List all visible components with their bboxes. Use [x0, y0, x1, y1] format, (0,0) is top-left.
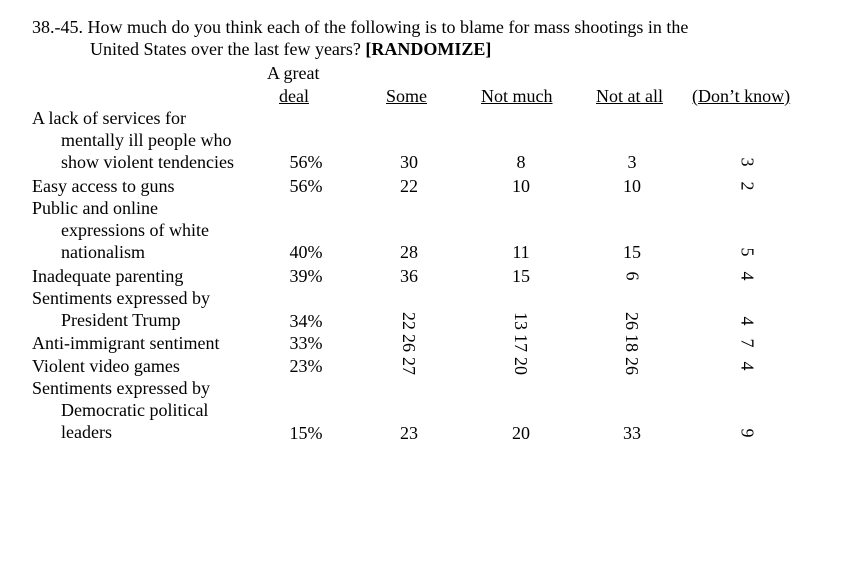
- question-text: [32, 16, 688, 60]
- header-great-deal-top: A great: [267, 63, 320, 83]
- table-cell: 27: [399, 357, 419, 375]
- table-cell: 23%: [289, 356, 323, 376]
- table-cell: 34%: [289, 311, 323, 331]
- table-cell: 2: [737, 181, 757, 191]
- row-label: Easy access to guns: [32, 176, 175, 196]
- table-cell: 17: [511, 334, 531, 352]
- table-cell: 28: [400, 242, 418, 262]
- question-line-1: 38.-45. How much do you think each of the following is to blame for mass shootings in the: [32, 17, 689, 37]
- header-some: Some: [386, 86, 428, 106]
- table-cell: 5: [737, 247, 757, 257]
- table-cell: 22: [400, 176, 418, 196]
- row-label: Sentiments expressed by President Trump: [32, 288, 210, 330]
- table-cell: 10: [623, 176, 641, 196]
- row-label: Violent video games: [32, 356, 180, 376]
- header-not-much: Not much: [481, 86, 553, 106]
- table-cell: 15%: [289, 423, 323, 443]
- table-cell: 36: [400, 266, 418, 286]
- table-cell: 18: [622, 334, 642, 352]
- table-cell: 4: [737, 271, 757, 281]
- row-label: Inadequate parenting: [32, 266, 184, 286]
- header-great-deal: deal: [279, 86, 309, 106]
- table-cell: 40%: [289, 242, 323, 262]
- row-label: Anti-immigrant sentiment: [32, 333, 220, 353]
- table-cell: 20: [512, 423, 530, 443]
- header-dont-know: (Don’t know): [692, 86, 791, 106]
- table-cell: 30: [400, 152, 418, 172]
- table-cell: 9: [737, 428, 757, 438]
- table-cell: 26: [622, 312, 642, 330]
- table-cell: 8: [516, 152, 526, 172]
- table-cell: 4: [737, 361, 757, 371]
- table-cell: 15: [623, 242, 641, 262]
- table-cell: 22: [399, 312, 419, 330]
- table-cell: 3: [737, 157, 757, 167]
- table-cell: 26: [399, 334, 419, 352]
- header-not-at-all: Not at all: [596, 86, 663, 106]
- table-cell: 20: [511, 357, 531, 375]
- table-cell: 39%: [289, 266, 323, 286]
- table-cell: 56%: [289, 176, 323, 196]
- row-label: A lack of services for mentally ill people who show violent tendencies: [32, 108, 234, 172]
- table-cell: 15: [512, 266, 530, 286]
- table-cell: 6: [622, 271, 642, 281]
- table-cell: 33%: [289, 333, 323, 353]
- table-cell: 33: [623, 423, 641, 443]
- table-cell: 26: [622, 357, 642, 375]
- table-cell: 13: [511, 312, 531, 330]
- row-label: Public and online expressions of white nationalism: [32, 198, 209, 262]
- table-cell: 56%: [289, 152, 323, 172]
- table-cell: 3: [627, 152, 637, 172]
- question-line-2: United States over the last few years? [RANDOMIZE]: [90, 39, 492, 59]
- randomize-tag: [RANDOMIZE]: [365, 39, 492, 59]
- table-cell: 4: [737, 316, 757, 326]
- table-cell: 10: [512, 176, 530, 196]
- row-label: Sentiments expressed by Democratic political leaders: [32, 378, 210, 442]
- table-cell: 23: [400, 423, 418, 443]
- table-cell: 7: [737, 338, 757, 348]
- table-cell: 11: [512, 242, 530, 262]
